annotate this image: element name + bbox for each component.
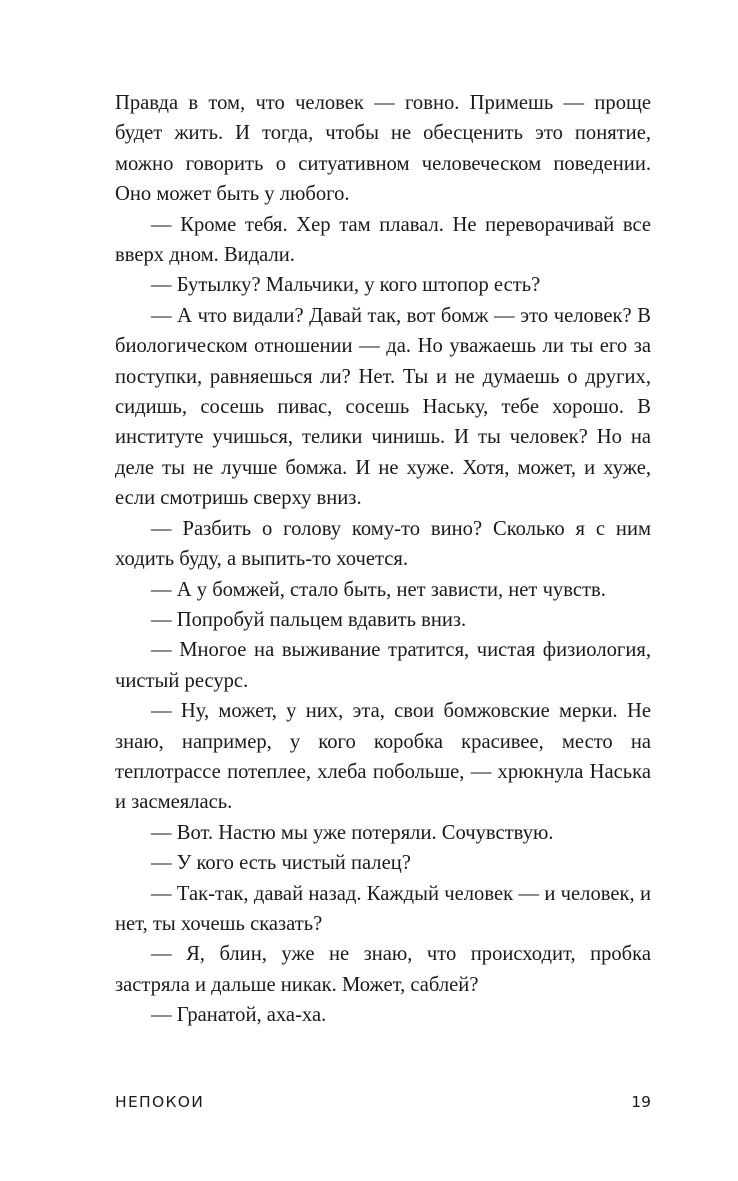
paragraph: — А у бомжей, стало быть, нет зависти, нет чувств. xyxy=(151,578,606,601)
paragraph: — Гранатой, аха-ха. xyxy=(151,1004,327,1027)
paragraph: — Так-так, давай назад. Каждый человек — и человек, и нет, ты хочешь сказать? xyxy=(115,882,651,935)
page-body xyxy=(115,88,651,1031)
paragraph: — У кого есть чистый палец? xyxy=(151,852,411,875)
paragraph: — Вот. Настю мы уже потеряли. Сочувствую. xyxy=(151,821,554,844)
paragraph: — Я, блин, уже не знаю, что происходит, пробка застряла и дальше никак. Может, саблей? xyxy=(115,943,651,996)
paragraph: Правда в том, что человек — говно. Примешь — проще будет жить. И тогда, чтобы не обесценить это понятие, можно говорить о ситуативном человеческом поведении. Оно может быть у любого. xyxy=(115,92,651,206)
page-number: 19 xyxy=(631,1093,651,1111)
paragraph: — А что видали? Давай так, вот бомж — это человек? В биологическом отношении — да. Но уважаешь ли ты его за поступки, равняешься ли? Нет. Ты и не думаешь о других, сидишь, сосешь пивас, сосешь Наську, тебе хорошо. В институте учишься, телики чинишь. И ты человек? Но на деле ты не лучше бомжа. И не хуже. Хотя, может, и хуже, если смотришь сверху вниз. xyxy=(115,304,651,510)
paragraph: — Кроме тебя. Хер там плавал. Не переворачивай все вверх дном. Видали. xyxy=(115,213,651,267)
paragraph: — Многое на выживание тратится, чистая физиология, чистый ресурс. xyxy=(115,639,651,692)
paragraph: — Попробуй пальцем вдавить вниз. xyxy=(151,608,467,631)
paragraph: — Ну, может, у них, эта, свои бомжовские мерки. Не знаю, например, у кого коробка красивее, место на теплотрассе потеплее, хлеба побольше, — хрюкнула Наська и засмеялась. xyxy=(115,700,651,814)
running-footer-title: НЕПОКОИ xyxy=(115,1093,205,1111)
paragraph: — Разбить о голову кому-то вино? Сколько я с ним ходить буду, а выпить-то хочется. xyxy=(115,517,651,571)
paragraph: — Бутылку? Мальчики, у кого штопор есть? xyxy=(151,274,541,297)
